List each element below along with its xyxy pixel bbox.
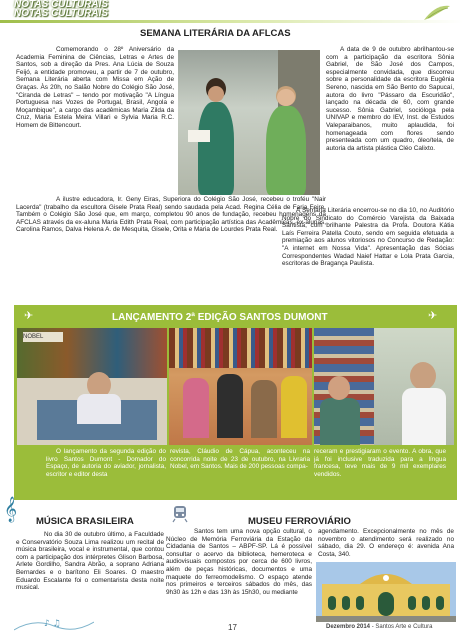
article-semana-paragraph: Comemorando o 28º Aniversário da Academia Feminina de Ciências, Letras e Artes de Santos, sob a direção da Pres. Ana Lúcia de Souza Feijó, a entidade promoveu, a partir de 7 de outubro, Semana Literária aberta com Missa em Ação de Graças. Às 20h, no Salão Nobre do Colégio São José, "Ciranda de Letras" – tendo por motivação "A Língua Portuguesa nas Vozes de Portugal, Brasil, Angola e Moçambique", a cargo das acadêmicas Maria Zilda da Cruz, Maria Estela Meira Villari e Sylvia Maria R.C. Homem de Bittencourt. — [16, 46, 174, 129]
photo-two-women-speaking — [178, 50, 320, 195]
caption-santos-dumont-1: O lançamento da segunda edição do livro Santos Dumont - Domador do Espaço, de autoria do aviador, jornalista, escritor e editor desta — [46, 448, 166, 478]
article-musica-body: No dia 30 de outubro último, a Faculdade e Conservatório Souza Lima realizou um recital de música brasileira, vocal e instrumental, que contou com a participação dos intérpretes Glison Barbosa, Arlete Gordilho, Sandra Abrão, a soprano Adriana Bernardes e o barítono Eli Soares. O maestro Eduardo Escalante foi o comentarista desta noite musical. — [16, 531, 164, 592]
article-title-semana: SEMANA LITERÁRIA DA AFLCAS — [140, 28, 291, 39]
article-semana-paragraph: A Semana Literária encerrou-se no dia 10, no Auditório Nobre do Sindicato do Comércio Varejista da Baixada Santista, com brilhante Palestra da Profa. Doutora Kátia Laís Ferreira Patella Couto, sendo em seguida efetuada a premiação aos alunos vitoriosos no Concurso de Redação: "A internet em Nossa Vida". Apresentação das Sócias Correspondentes Wadad Naief Hattar e Lola Prata Garcia, escritoras de Bragança Paulista. — [282, 207, 454, 268]
article-title-museu: MUSEU FERROVIÁRIO — [248, 516, 351, 527]
article-museu-body-col2: agendamento. Excepcionalmente no mês de novembro o atendimento será realizado no sábado, dia 29. O endereço é: avenida Ana Costa, 340. — [318, 528, 454, 558]
photo-author-with-guest — [314, 328, 454, 445]
section-header-line2: NOTAS CULTURAIS — [14, 8, 109, 19]
photo-person-2 — [264, 86, 308, 195]
footer-issue — [326, 624, 432, 630]
article-museu-body: Santos tem uma nova opção cultural, o Núcleo de Memória Ferroviária da Estação da Cidadania de Santos – ABPF-SP. Lá é possível consultar o acervo da biblioteca, hemeroteca e audiovisuais compostos por cerca de 600 livros, além de peças históricas, documentos e uma maquete do ferreomodelismo. O espaço atende nos primeiros e terceiros sábados do mês, das 9h30 às 12h e das 13h às 15h30, ou mediante — [166, 528, 312, 596]
article-title-musica: MÚSICA BRASILEIRA — [36, 516, 134, 527]
article-semana-col1 — [16, 46, 174, 130]
svg-text:♪ ♫: ♪ ♫ — [44, 619, 61, 629]
footer-separator: - — [370, 624, 376, 630]
caption-santos-dumont-2: revista, Cláudio de Cápua, aconteceu na concorrida noite de 23 de outubro, na Livraria Nobel, em Santos. Mais de 200 pessoas compa- — [170, 448, 310, 471]
article-semana-paragraph: A ilustre educadora, Ir. Geny Eiras, Superiora do Colégio São José, recebeu o troféu "Nair Lacerda" (trabalho da escultora Gisele Prata Real) sendo saudada pela Acad. Regina Célia de Faria Feire. Também o Colégio São José que, em março, completou 90 anos de fundação, recebeu homenagens da AFCLAS através da ex-aluna Maria Edith Prata Real, com participação artística das Acadêmicas, ex-alunas, Carolina Ramos, Dalva Helena A. de Mesquita, Gisele, Orita e Maria de Lourdes Prata Real. — [16, 196, 326, 234]
article-semana-col2b — [282, 207, 454, 268]
train-icon — [172, 505, 188, 523]
leaf-ornament — [422, 2, 452, 22]
article-semana-col1b — [16, 196, 326, 234]
photo-railway-station — [316, 562, 456, 622]
photo-person-1 — [196, 78, 236, 195]
footer-date: Dezembro 2014 — [326, 624, 371, 630]
article-title-santos-dumont: LANÇAMENTO 2ª EDIÇÃO SANTOS DUMONT — [112, 312, 328, 323]
caption-santos-dumont-3: receram e prestigiaram o evento. A obra, que já foi inclusive traduzida para a língua francesa, teve mais de 9 mil exemplares vendidos. — [314, 448, 446, 478]
airplane-icon: ✈ — [24, 310, 34, 322]
header-line — [0, 20, 463, 23]
photo-bookstore-signing: NOBEL — [17, 328, 167, 445]
photo-bookstore-crowd — [169, 328, 312, 445]
page-number: 17 — [228, 623, 237, 632]
section-header — [14, 0, 108, 18]
airplane-icon: ✈ — [428, 310, 438, 322]
section-header-line1: NOTAS CULTURAIS — [14, 0, 109, 10]
footer-magazine: Santos Arte e Cultura — [375, 624, 433, 630]
treble-clef-icon: 𝄞 — [4, 496, 18, 521]
article-semana-paragraph: A data de 9 de outubro abrilhantou-se com a participação da escritora Sônia Gabriel, de São José dos Campos, especialmente convidada, que discorreu sobre a personalidade da escritora Eugênia Sereno, nascida em São Bento do Sapucaí, autora do livro "Pássaro da Escuridão", lançado na década de 60, com grande sucesso. Sônia Gabriel, socióloga pela UNIVAP e membro do IEV, Inst. de Estudos Valeparaibanos, muito aplaudida, foi homenageada com flores sendo presenteada com um quadro, óleo/tela, de autoria da artista plástica Cléo Calixto. — [326, 46, 454, 152]
music-notes-ornament — [14, 616, 94, 634]
article-semana-col2 — [326, 46, 454, 152]
